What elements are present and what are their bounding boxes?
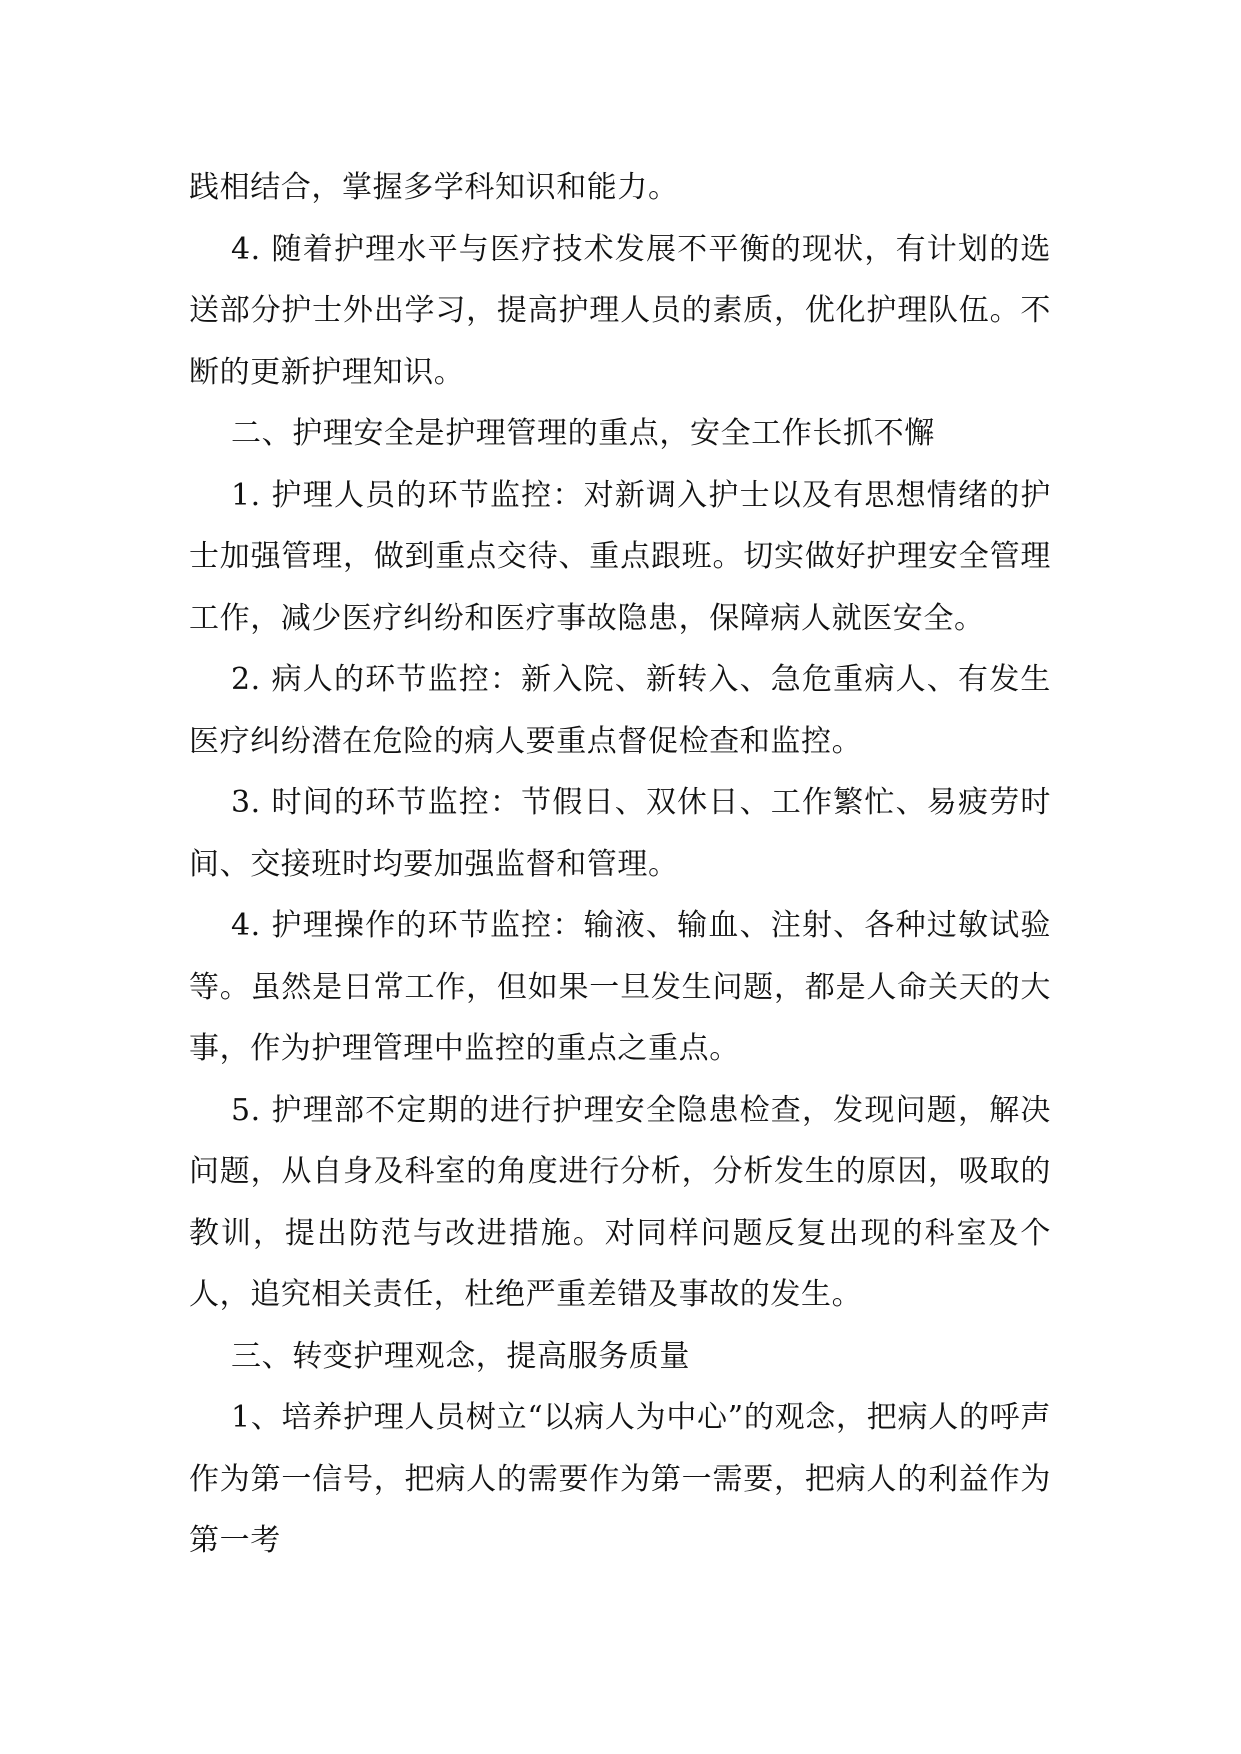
paragraph-item-2: 2. 病人的环节监控：新入院、新转入、急危重病人、有发生医疗纠纷潜在危险的病人要重点督促检查和监控。: [189, 662, 1051, 759]
section-heading-2: 二、护理安全是护理管理的重点，安全工作长抓不懈: [231, 416, 935, 451]
paragraph-item-1b: 1、培养护理人员树立“以病人为中心”的观念，把病人的呼声作为第一信号，把病人的需要作为第一需要，把病人的利益作为第一考: [189, 1400, 1051, 1558]
section-heading-3: 三、转变护理观念，提高服务质量: [231, 1338, 690, 1374]
paragraph-item-1: 1. 护理人员的环节监控：对新调入护士以及有思想情绪的护士加强管理，做到重点交待、重点跟班。切实做好护理安全管理工作，减少医疗纠纷和医疗事故隐患，保障病人就医安全。: [189, 477, 1051, 636]
paragraph-item-3: 3. 时间的环节监控：节假日、双休日、工作繁忙、易疲劳时间、交接班时均要加强监督和管理。: [189, 785, 1051, 882]
paragraph-continuation: 践相结合，掌握多学科知识和能力。: [189, 170, 679, 205]
paragraph-item-4: 4. 随着护理水平与医疗技术发展不平衡的现状，有计划的选送部分护士外出学习，提高护理人员的素质，优化护理队伍。不断的更新护理知识。: [189, 231, 1051, 390]
paragraph-item-4b: 4. 护理操作的环节监控：输液、输血、注射、各种过敏试验等。虽然是日常工作，但如果一旦发生问题，都是人命关天的大事，作为护理管理中监控的重点之重点。: [189, 908, 1051, 1066]
paragraph-item-5: 5. 护理部不定期的进行护理安全隐患检查，发现问题，解决问题，从自身及科室的角度进行分析，分析发生的原因，吸取的教训，提出防范与改进措施。对同样问题反复出现的科室及个人，追究相关责任，杜绝严重差错及事故的发生。: [189, 1092, 1051, 1312]
document-body: [189, 157, 1051, 1572]
